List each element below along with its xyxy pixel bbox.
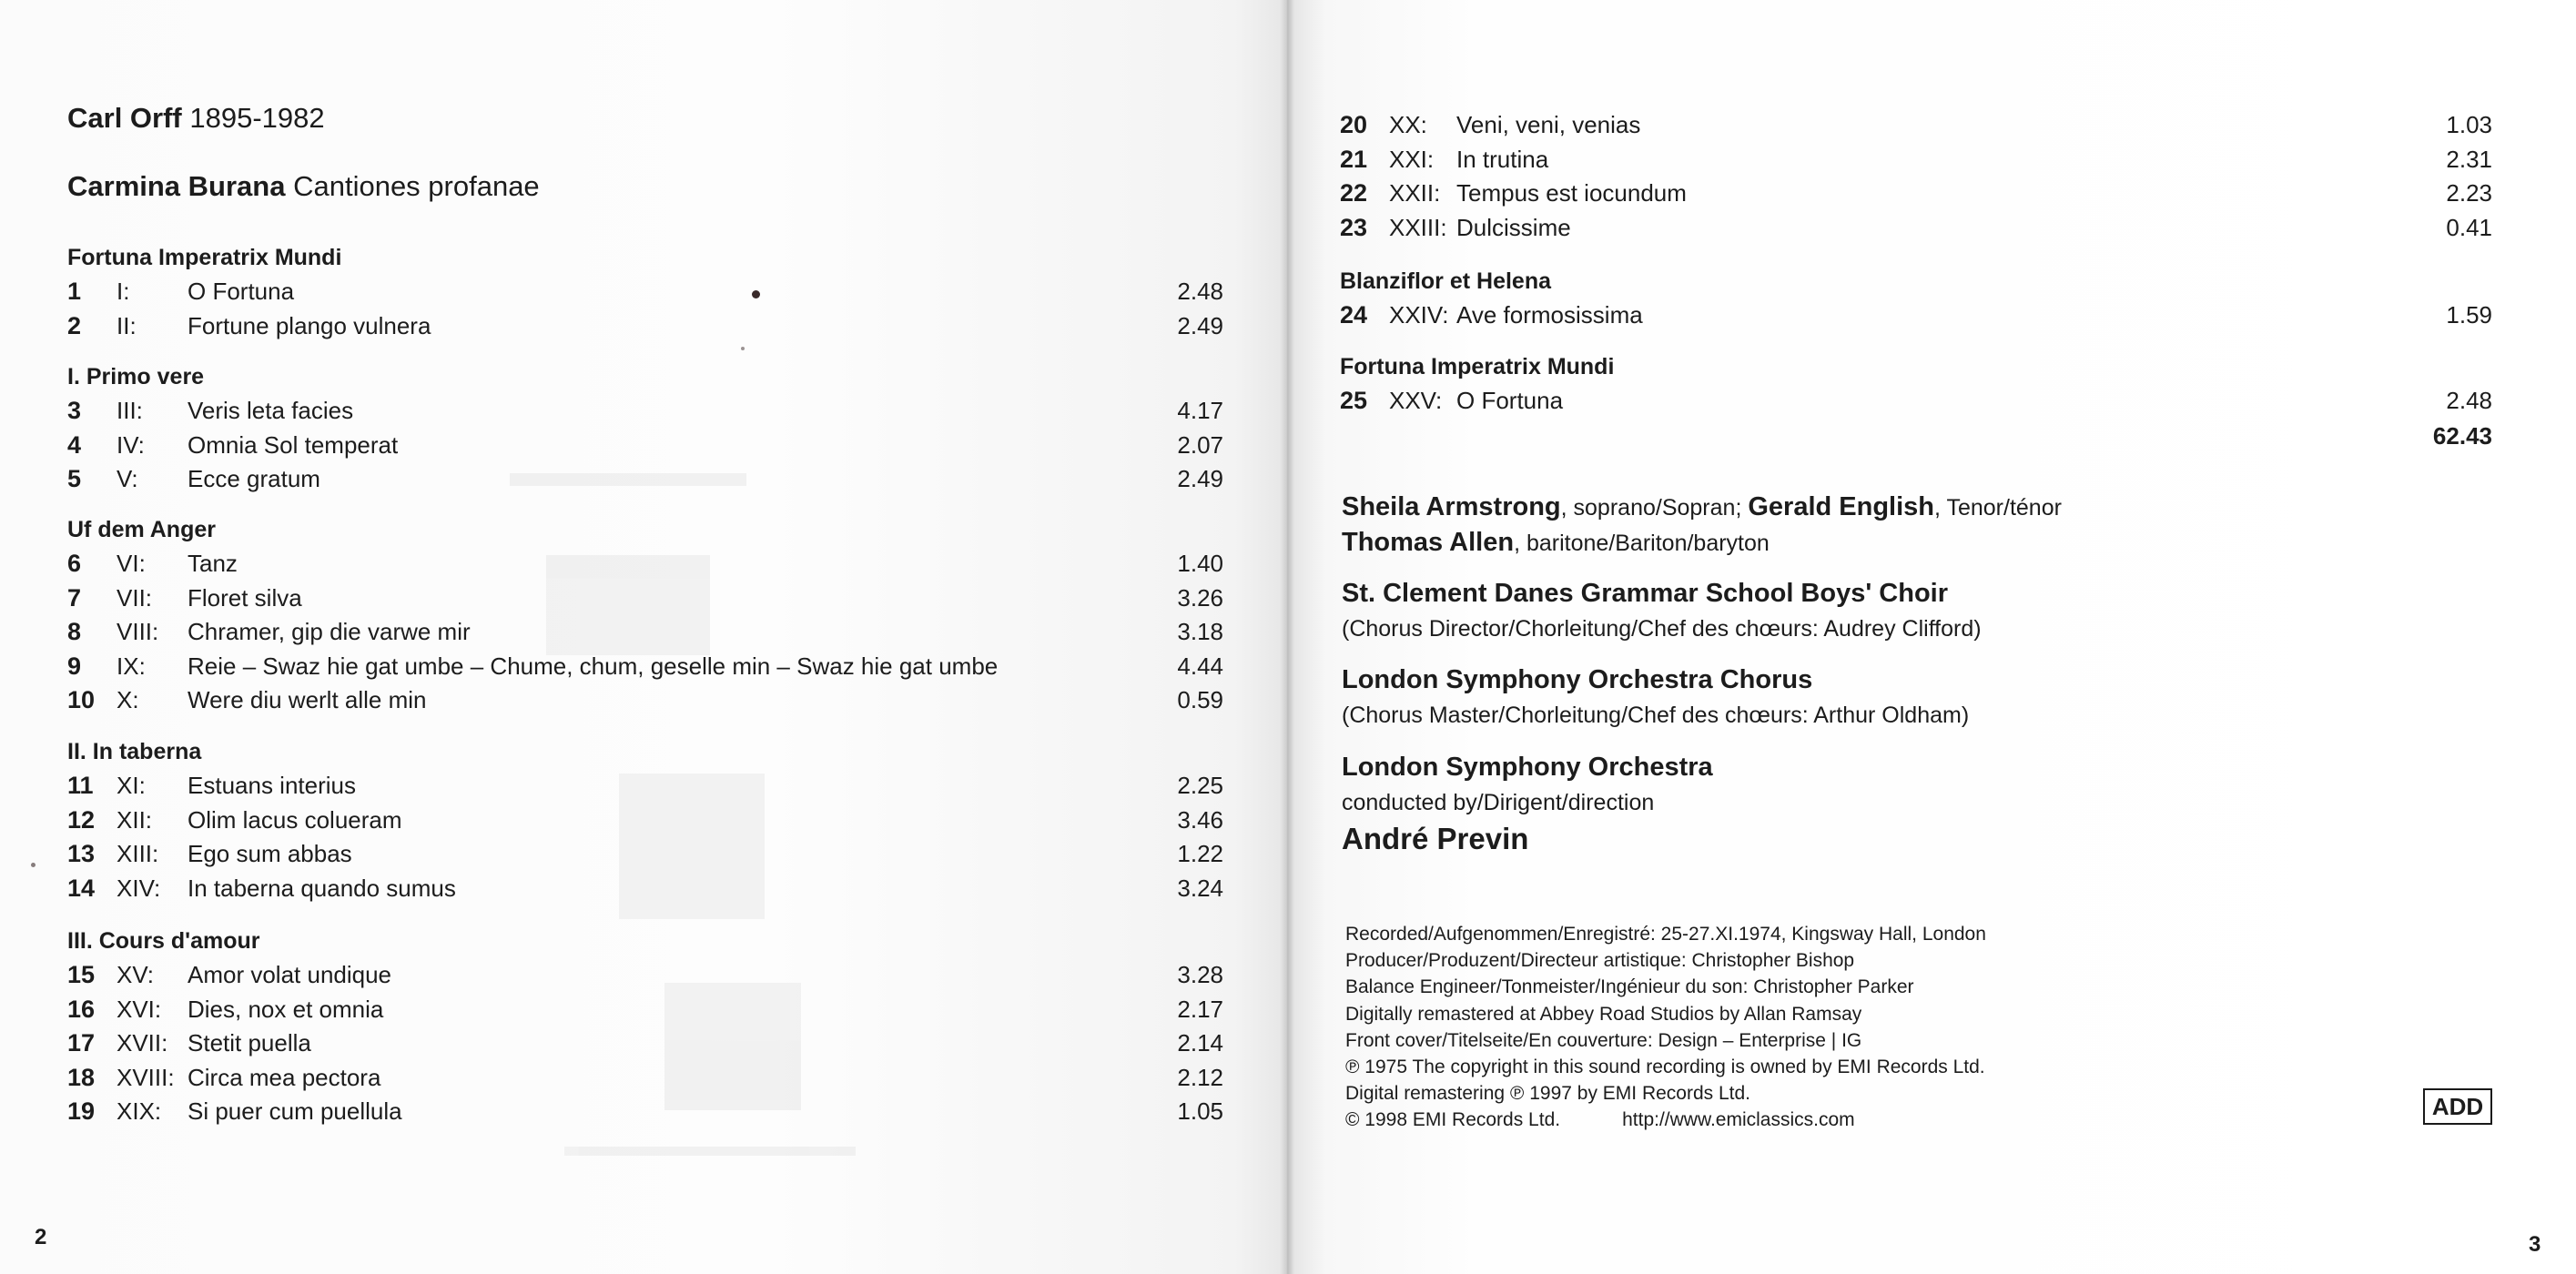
page-number: 3 — [2529, 1232, 2541, 1257]
track-number: 21 — [1340, 145, 1368, 173]
track-title: Olim lacus colueram — [188, 805, 402, 834]
track-duration: 3.18 — [1177, 618, 1223, 645]
track-number: 12 — [67, 805, 96, 834]
track-duration: 4.17 — [1177, 397, 1223, 424]
track-row — [67, 1095, 1223, 1129]
composer-dates: 1895-1982 — [189, 102, 325, 134]
track-duration: 2.07 — [1177, 430, 1223, 459]
track-roman: XVI: — [117, 995, 162, 1023]
credit-line: Producer/Produzent/Directeur artistique: Christopher Bishop — [1345, 950, 1855, 972]
track-roman: XXIV: — [1389, 301, 1449, 329]
track-title: Ave formosissima — [1456, 301, 1643, 329]
track-row — [67, 429, 1223, 463]
track-duration: 1.40 — [1177, 550, 1223, 577]
track-number: 22 — [1340, 179, 1368, 207]
track-title: Reie – Swaz hie gat umbe – Chume, chum, geselle min – Swaz hie gat umbe — [188, 652, 999, 680]
track-row — [1340, 298, 2492, 333]
track-section — [1340, 349, 2492, 419]
track-title: Tanz — [188, 550, 238, 577]
track-section — [1340, 264, 2492, 333]
track-roman: IV: — [117, 430, 145, 459]
track-row — [67, 769, 1223, 804]
track-duration: 0.59 — [1177, 686, 1223, 713]
track-roman: XIX: — [117, 1097, 162, 1125]
track-row — [67, 1061, 1223, 1096]
track-number: 19 — [67, 1097, 96, 1125]
track-duration: 2.48 — [2446, 387, 2492, 414]
track-title: Tempus est iocundum — [1456, 179, 1687, 207]
track-title: Omnia Sol temperat — [188, 430, 399, 459]
track-title: Ecce gratum — [188, 465, 320, 492]
track-section — [67, 240, 1223, 343]
track-row — [1340, 384, 2492, 419]
track-number: 1 — [67, 278, 82, 305]
track-roman: VII: — [117, 583, 153, 612]
track-section — [67, 359, 1223, 497]
track-roman: XI: — [117, 772, 146, 799]
production-credits — [1345, 921, 1986, 1134]
track-roman: X: — [117, 686, 139, 713]
track-duration: 2.49 — [1177, 311, 1223, 339]
total-time: 62.43 — [2432, 422, 2492, 450]
track-title: O Fortuna — [188, 278, 295, 305]
choir-1-director: (Chorus Director/Chorleitung/Chef des chœurs: Audrey Clifford) — [1342, 616, 1982, 642]
choir-2 — [1342, 662, 1969, 733]
composer-name: Carl Orff — [67, 102, 182, 134]
track-duration: 2.12 — [1177, 1063, 1223, 1091]
track-title: Veni, veni, venias — [1456, 111, 1641, 138]
track-roman: XIII: — [117, 840, 159, 867]
track-number: 16 — [67, 995, 96, 1023]
baritone-role: , baritone/Bariton/baryton — [1514, 531, 1770, 556]
track-title: Amor volat undique — [188, 961, 392, 988]
track-duration: 2.17 — [1177, 995, 1223, 1023]
track-roman: XXIII: — [1389, 213, 1447, 241]
baritone-name: Thomas Allen — [1342, 528, 1515, 557]
track-number: 8 — [67, 618, 82, 645]
track-duration: 2.31 — [2446, 145, 2492, 173]
track-row — [67, 547, 1223, 581]
track-number: 2 — [67, 311, 82, 339]
choir-1-name: St. Clement Danes Grammar School Boys' Choir — [1342, 579, 1949, 608]
credit-line: Digitally remastered at Abbey Road Studios by Allan Ramsay — [1345, 1003, 1862, 1025]
track-row — [1340, 143, 2492, 177]
track-title: Were diu werlt alle min — [188, 686, 427, 713]
soprano-name: Sheila Armstrong — [1342, 492, 1561, 521]
track-duration: 1.59 — [2446, 301, 2492, 329]
track-roman: XIV: — [117, 874, 161, 902]
track-title: Si puer cum puellula — [188, 1097, 402, 1125]
track-row — [1340, 177, 2492, 211]
track-duration: 3.28 — [1177, 961, 1223, 988]
speck — [741, 347, 745, 350]
track-duration: 0.41 — [2446, 213, 2492, 241]
track-roman: VIII: — [117, 618, 159, 645]
track-title: Chramer, gip die varwe mir — [188, 618, 471, 645]
track-row — [67, 1026, 1223, 1061]
soloists-line-2 — [1342, 525, 2062, 561]
track-row — [1340, 108, 2492, 143]
choir-2-director: (Chorus Master/Chorleitung/Chef des chœurs: Arthur Oldham) — [1342, 703, 1970, 728]
track-number: 13 — [67, 840, 96, 867]
track-number: 11 — [67, 772, 94, 799]
track-number: 14 — [67, 874, 96, 902]
track-row — [67, 683, 1223, 718]
left-page — [0, 0, 1287, 1274]
orchestra-name: London Symphony Orchestra — [1342, 753, 1713, 782]
track-number: 18 — [67, 1063, 96, 1091]
track-title: O Fortuna — [1456, 387, 1564, 414]
track-title: Estuans interius — [188, 772, 356, 799]
track-number: 5 — [67, 465, 82, 492]
tenor-role: , Tenor/ténor — [1934, 495, 2062, 521]
track-duration: 4.44 — [1177, 652, 1223, 680]
track-number: 9 — [67, 652, 82, 680]
credit-line: Front cover/Titelseite/En couverture: Design – Enterprise | IG — [1345, 1029, 1862, 1051]
book-gutter — [1280, 0, 1294, 1274]
track-roman: IX: — [117, 652, 146, 680]
track-row — [67, 394, 1223, 429]
track-duration: 2.48 — [1177, 278, 1223, 305]
copyright-line — [1345, 1107, 1986, 1133]
track-number: 3 — [67, 397, 82, 424]
track-number: 20 — [1340, 111, 1368, 138]
section-heading: Uf dem Anger — [67, 517, 216, 542]
track-roman: XVII: — [117, 1029, 168, 1057]
track-duration: 1.05 — [1177, 1097, 1223, 1125]
soprano-role: , soprano/Sopran; — [1560, 495, 1749, 521]
soloists-line-1 — [1342, 490, 2062, 525]
track-roman: V: — [117, 465, 138, 492]
track-roman: II: — [117, 311, 137, 339]
track-number: 17 — [67, 1029, 96, 1057]
copyright: © 1998 EMI Records Ltd. — [1345, 1109, 1561, 1131]
conductor-name: André Previn — [1342, 822, 1529, 855]
section-heading: III. Cours d'amour — [67, 928, 260, 954]
track-roman: XII: — [117, 805, 153, 834]
track-number: 4 — [67, 430, 82, 459]
track-duration: 1.22 — [1177, 840, 1223, 867]
conducted-by: conducted by/Dirigent/direction — [1342, 790, 1655, 815]
add-badge: ADD — [2423, 1088, 2492, 1125]
track-title: Ego sum abbas — [188, 840, 352, 867]
orchestra — [1342, 750, 1713, 856]
section-heading: II. In taberna — [67, 739, 202, 764]
track-duration: 3.46 — [1177, 805, 1223, 834]
track-title: In trutina — [1456, 145, 1549, 173]
section-heading: Fortuna Imperatrix Mundi — [1340, 354, 1615, 379]
track-duration: 2.14 — [1177, 1029, 1223, 1057]
track-number: 6 — [67, 550, 82, 577]
work-subtitle: Cantiones profanae — [293, 170, 540, 202]
credit-line: Balance Engineer/Tonmeister/Ingénieur du son: Christopher Parker — [1345, 976, 1914, 998]
track-number: 24 — [1340, 301, 1368, 329]
track-row — [67, 309, 1223, 344]
page-number: 2 — [35, 1225, 47, 1249]
choir-1 — [1342, 576, 1982, 647]
track-title: Veris leta facies — [188, 397, 354, 424]
track-duration: 2.25 — [1177, 772, 1223, 799]
track-section — [67, 512, 1223, 718]
track-title: Stetit puella — [188, 1029, 311, 1057]
credit-line: Recorded/Aufgenommen/Enregistré: 25-27.XI.1974, Kingsway Hall, London — [1345, 924, 1986, 945]
section-heading: Fortuna Imperatrix Mundi — [67, 245, 342, 270]
track-roman: XV: — [117, 961, 154, 988]
track-roman: XXI: — [1389, 145, 1435, 173]
track-roman: XX: — [1389, 111, 1427, 138]
composer-heading — [67, 102, 325, 135]
track-title: Circa mea pectora — [188, 1063, 381, 1091]
track-roman: XXII: — [1389, 179, 1441, 207]
track-title: In taberna quando sumus — [188, 874, 456, 902]
section-heading: Blanziflor et Helena — [1340, 268, 1551, 294]
work-name: Carmina Burana — [67, 170, 286, 202]
choir-2-name: London Symphony Orchestra Chorus — [1342, 665, 1813, 694]
track-row — [67, 615, 1223, 650]
track-title: Dies, nox et omnia — [188, 995, 384, 1023]
speck — [31, 863, 35, 867]
track-row — [67, 872, 1223, 906]
track-duration: 2.49 — [1177, 465, 1223, 492]
track-section — [67, 924, 1223, 1129]
track-section — [67, 734, 1223, 905]
credit-line: ℗ 1975 The copyright in this sound recording is owned by EMI Records Ltd. — [1345, 1056, 1985, 1077]
track-roman: I: — [117, 278, 130, 305]
track-title: Fortune plango vulnera — [188, 311, 431, 339]
track-number: 15 — [67, 961, 96, 988]
work-title — [67, 170, 540, 203]
tenor-name: Gerald English — [1748, 492, 1935, 521]
track-number: 10 — [67, 686, 96, 713]
track-number: 25 — [1340, 387, 1368, 414]
track-row — [1340, 211, 2492, 246]
track-duration: 1.03 — [2446, 111, 2492, 138]
track-row — [67, 462, 1223, 497]
credit-line: Digital remastering ℗ 1997 by EMI Records Ltd. — [1345, 1083, 1750, 1105]
track-row — [67, 993, 1223, 1027]
track-duration: 2.23 — [2446, 179, 2492, 207]
track-number: 7 — [67, 583, 82, 612]
track-roman: VI: — [117, 550, 146, 577]
track-duration: 3.24 — [1177, 874, 1223, 902]
track-title: Dulcissime — [1456, 213, 1571, 241]
track-section — [1340, 108, 2492, 245]
website-url: http://www.emiclassics.com — [1622, 1109, 1855, 1131]
track-roman: III: — [117, 397, 143, 424]
track-row — [67, 804, 1223, 838]
track-row — [67, 650, 1223, 684]
track-row — [67, 275, 1223, 309]
track-title: Floret silva — [188, 583, 302, 612]
track-duration: 3.26 — [1177, 583, 1223, 612]
track-roman: XVIII: — [117, 1063, 175, 1091]
track-roman: XXV: — [1389, 387, 1443, 414]
soloists — [1342, 490, 2062, 561]
track-row — [67, 958, 1223, 993]
track-row — [67, 837, 1223, 872]
track-row — [67, 581, 1223, 616]
track-number: 23 — [1340, 213, 1368, 241]
section-heading: I. Primo vere — [67, 364, 205, 389]
